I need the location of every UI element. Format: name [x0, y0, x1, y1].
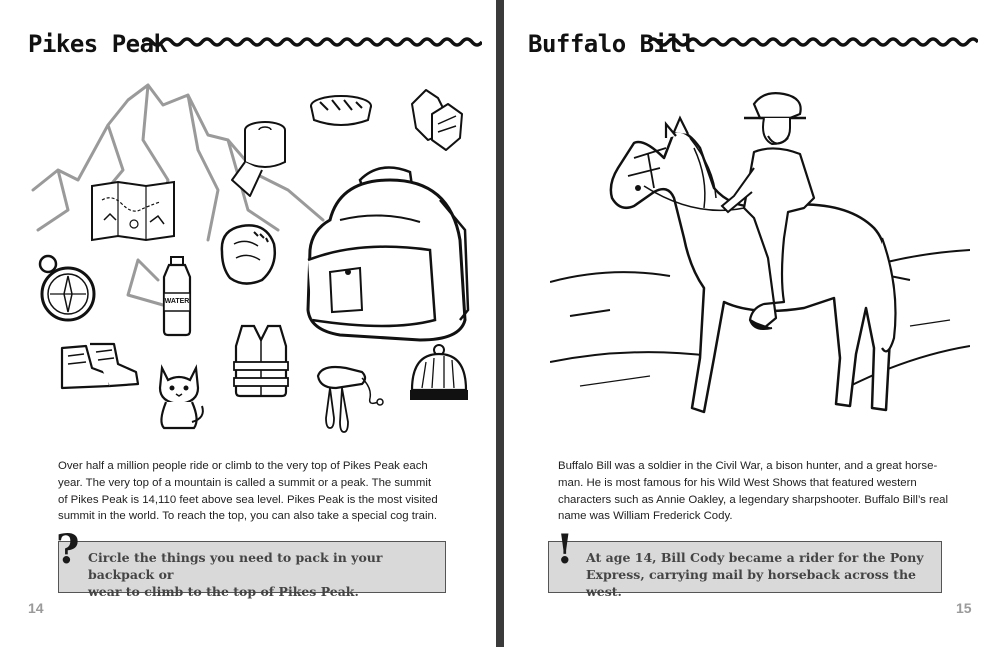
paragraph-line: name was William Frederick Cody.: [558, 510, 733, 523]
page-number-left: 14: [28, 600, 44, 616]
buffalo-bill-paragraph: [558, 458, 978, 525]
pie-icon: [306, 92, 376, 132]
baseball-glove-icon: [214, 222, 280, 288]
left-page: [0, 0, 496, 647]
rider-on-horse-icon: [604, 88, 904, 433]
callout-line: Express, carrying mail by horseback across the west.: [586, 567, 916, 599]
activity-callout-text: [88, 549, 438, 600]
paragraph-line: of Pikes Peak is 14,110 feet above sea level. Pikes Peak is the most visited: [58, 493, 438, 506]
paragraph-line: Over half a million people ride or climb to the very top of Pikes Peak each: [58, 460, 428, 472]
knit-hat-icon: [408, 342, 470, 404]
right-page: [504, 0, 1000, 647]
wavy-divider-icon: [648, 34, 978, 50]
map-icon: [88, 180, 178, 242]
fact-callout-text: [586, 549, 936, 600]
question-mark-icon: ?: [56, 526, 80, 573]
paragraph-line: man. He is most famous for his Wild West Shows that featured western: [558, 476, 917, 489]
exclamation-mark-icon: !: [556, 526, 574, 573]
boots-icon: [56, 342, 142, 392]
wavy-divider-icon: [142, 34, 482, 50]
paragraph-line: summit in the world. To reach the top, you can also take a special cog train.: [58, 510, 438, 523]
water-bottle-icon: [160, 255, 194, 337]
callout-line: wear to climb to the top of Pikes Peak.: [88, 584, 359, 599]
hand-mixer-icon: [312, 362, 388, 438]
book-gutter: [496, 0, 504, 647]
page-number-right: 15: [956, 600, 972, 616]
water-bottle-label: WATER: [164, 298, 190, 305]
gloves-icon: [402, 84, 468, 154]
page-title-buffalo-bill: Buffalo Bill: [528, 30, 696, 58]
callout-line: At age 14, Bill Cody became a rider for the Pony: [586, 550, 924, 565]
callout-line: Circle the things you need to pack in your backpack or: [88, 550, 383, 582]
life-vest-icon: [232, 322, 290, 400]
page-title-pikes-peak: Pikes Peak: [28, 30, 168, 58]
compass-icon: [34, 252, 98, 324]
paragraph-line: characters such as Annie Oakley, a legendary sharpshooter. Buffalo Bill’s real: [558, 493, 949, 506]
toilet-paper-icon: [230, 120, 290, 200]
kitten-icon: [152, 362, 206, 432]
backpack-icon: [300, 160, 470, 345]
paragraph-line: year. The very top of a mountain is called a summit or a peak. The summit: [58, 476, 432, 489]
paragraph-line: Buffalo Bill was a soldier in the Civil War, a bison hunter, and a great horse-: [558, 460, 938, 472]
pikes-peak-paragraph: [58, 458, 478, 525]
